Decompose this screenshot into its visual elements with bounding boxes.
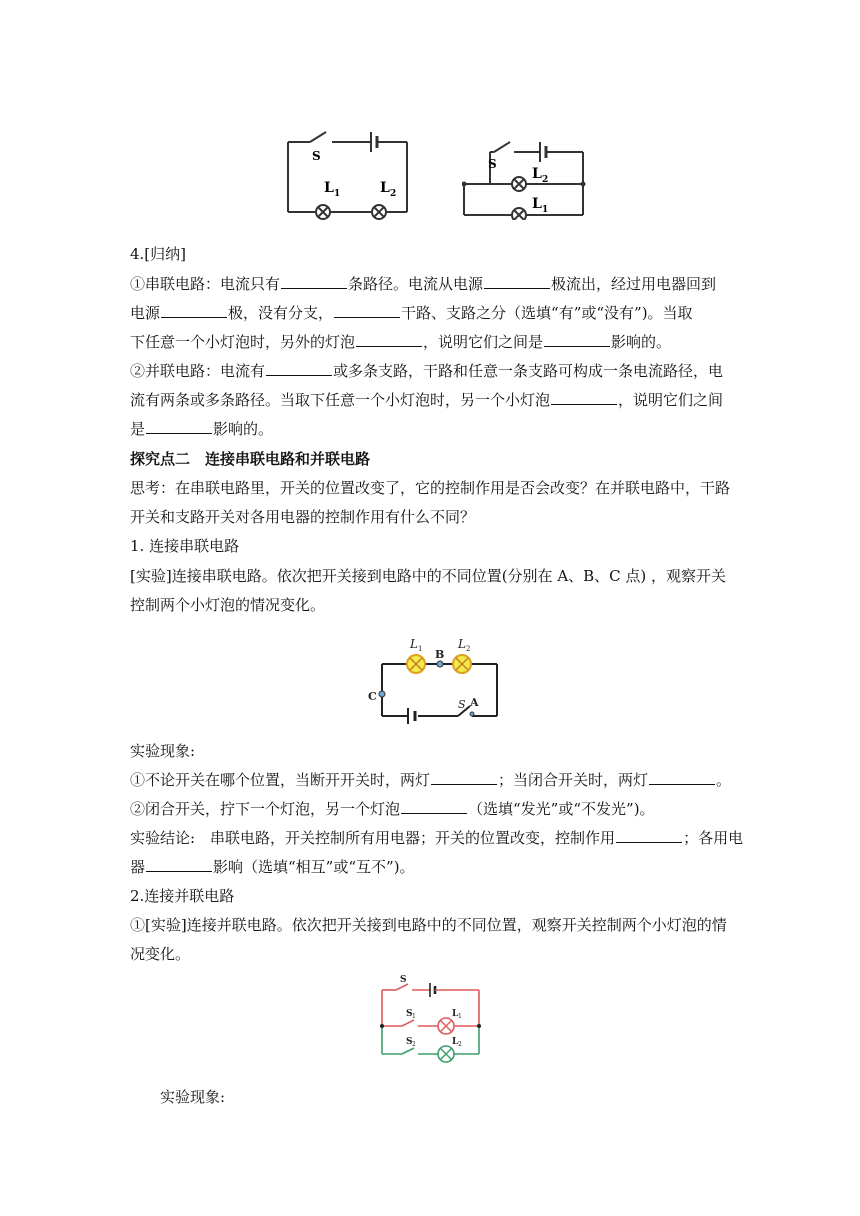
think-line2: 开关和支路开关对各用电器的控制作用有什么不同？ xyxy=(130,508,476,526)
series-summary-line1: ①串联电路：电流只有 条路径。电流从电源 极流出，经过用电器回到 xyxy=(130,275,717,293)
lamp-l1-sub: 1 xyxy=(542,205,549,215)
exp1-line2: 控制两个小灯泡的情况变化。 xyxy=(130,596,326,614)
lamp-l2-label: L xyxy=(532,166,542,182)
lamp-l1-label: L xyxy=(452,1009,459,1019)
lamp-l1-sub: 1 xyxy=(334,189,341,199)
think-line1: 思考：在串联电路里，开关的位置改变了，它的控制作用是否会改变？在并联电路中，干路 xyxy=(130,479,731,497)
sub1-heading: 1. 连接串联电路 xyxy=(130,537,240,555)
lamp-l2-sub: 2 xyxy=(390,189,397,199)
parallel-summary-line3: 是 影响的。 xyxy=(130,420,274,438)
section4-title: 4.[归纳] xyxy=(130,245,187,263)
answer-blank[interactable] xyxy=(431,770,497,785)
switch-s2-label: S xyxy=(406,1037,413,1047)
lamp-l2-sub: 2 xyxy=(458,1041,462,1048)
phenomenon-1: ①不论开关在哪个位置，当断开开关时，两灯 ；当闭合开关时，两灯 。 xyxy=(130,771,732,789)
answer-blank[interactable] xyxy=(146,857,212,872)
answer-blank[interactable] xyxy=(649,770,715,785)
switch-label: S xyxy=(458,698,466,711)
point-b-label: B xyxy=(435,648,445,661)
lamp-l1-label: L xyxy=(532,196,542,212)
conclusion-line1: 实验结论: 串联电路，开关控制所有用电器；开关的位置改变，控制作用 ；各用电 xyxy=(130,829,744,847)
lamp-l2-label: L xyxy=(458,637,466,651)
exp2-line2: 况变化。 xyxy=(130,945,191,963)
answer-blank[interactable] xyxy=(551,390,617,405)
lamp-l1-sub: 1 xyxy=(458,1013,462,1020)
series-summary-line3: 下任意一个小灯泡时，另外的灯泡 ，说明它们之间是 影响的。 xyxy=(130,333,672,351)
answer-blank[interactable] xyxy=(544,332,610,347)
series-experiment-figure xyxy=(362,634,502,726)
switch-s1-sub: 1 xyxy=(412,1013,416,1020)
series-summary-line2: 电源 极，没有分支， 干路、支路之分（选填“有”或“没有”)。当取 xyxy=(130,304,693,322)
lamp-l2-sub: 2 xyxy=(466,645,471,653)
switch-label: S xyxy=(312,149,321,163)
lamp-l1-label: L xyxy=(324,180,334,196)
explore2-heading: 探究点二 连接串联电路和并联电路 xyxy=(130,450,371,468)
parallel-circuit-figure xyxy=(462,140,586,220)
parallel-experiment-figure xyxy=(378,974,484,1066)
answer-blank[interactable] xyxy=(161,303,227,318)
lamp-l2-sub: 2 xyxy=(542,175,549,185)
series-circuit-figure xyxy=(286,128,412,220)
lamp-l2-label: L xyxy=(380,180,390,196)
phenomenon-2: ②闭合开关，拧下一个灯泡，另一个灯泡 （选填“发光”或“不发光”)。 xyxy=(130,800,655,818)
phenomena-label-2: 实验现象: xyxy=(160,1088,226,1106)
parallel-summary-line1: ②并联电路：电流有 或多条支路，干路和任意一条支路可构成一条电流路径，电 xyxy=(130,362,724,380)
point-c-label: C xyxy=(368,690,377,703)
exp1-line1: [实验]连接串联电路。依次把开关接到电路中的不同位置(分别在 A、B、C 点) ，观察开关 xyxy=(130,567,727,585)
switch-s1-label: S xyxy=(406,1009,413,1019)
switch-label: S xyxy=(488,157,497,171)
phenomena-label: 实验现象: xyxy=(130,742,196,760)
answer-blank[interactable] xyxy=(281,274,347,289)
answer-blank[interactable] xyxy=(334,303,400,318)
answer-blank[interactable] xyxy=(146,419,212,434)
answer-blank[interactable] xyxy=(401,799,467,814)
sub2-heading: 2.连接并联电路 xyxy=(130,887,235,905)
answer-blank[interactable] xyxy=(616,828,682,843)
answer-blank[interactable] xyxy=(266,361,332,376)
switch-s-label: S xyxy=(400,975,407,985)
conclusion-line2: 器 影响（选填“相互”或“互不”)。 xyxy=(130,858,415,876)
lamp-l1-label: L xyxy=(410,637,418,651)
lamp-l1-sub: 1 xyxy=(418,645,423,653)
lamp-l2-label: L xyxy=(452,1037,459,1047)
point-a-label: A xyxy=(470,696,479,709)
answer-blank[interactable] xyxy=(356,332,422,347)
parallel-summary-line2: 流有两条或多条路径。当取下任意一个小灯泡时，另一个小灯泡 ，说明它们之间 xyxy=(130,391,724,409)
exp2-line1: ①[实验]连接并联电路。依次把开关接到电路中的不同位置，观察开关控制两个小灯泡的情 xyxy=(130,916,727,934)
answer-blank[interactable] xyxy=(484,274,550,289)
switch-s2-sub: 2 xyxy=(412,1041,416,1048)
